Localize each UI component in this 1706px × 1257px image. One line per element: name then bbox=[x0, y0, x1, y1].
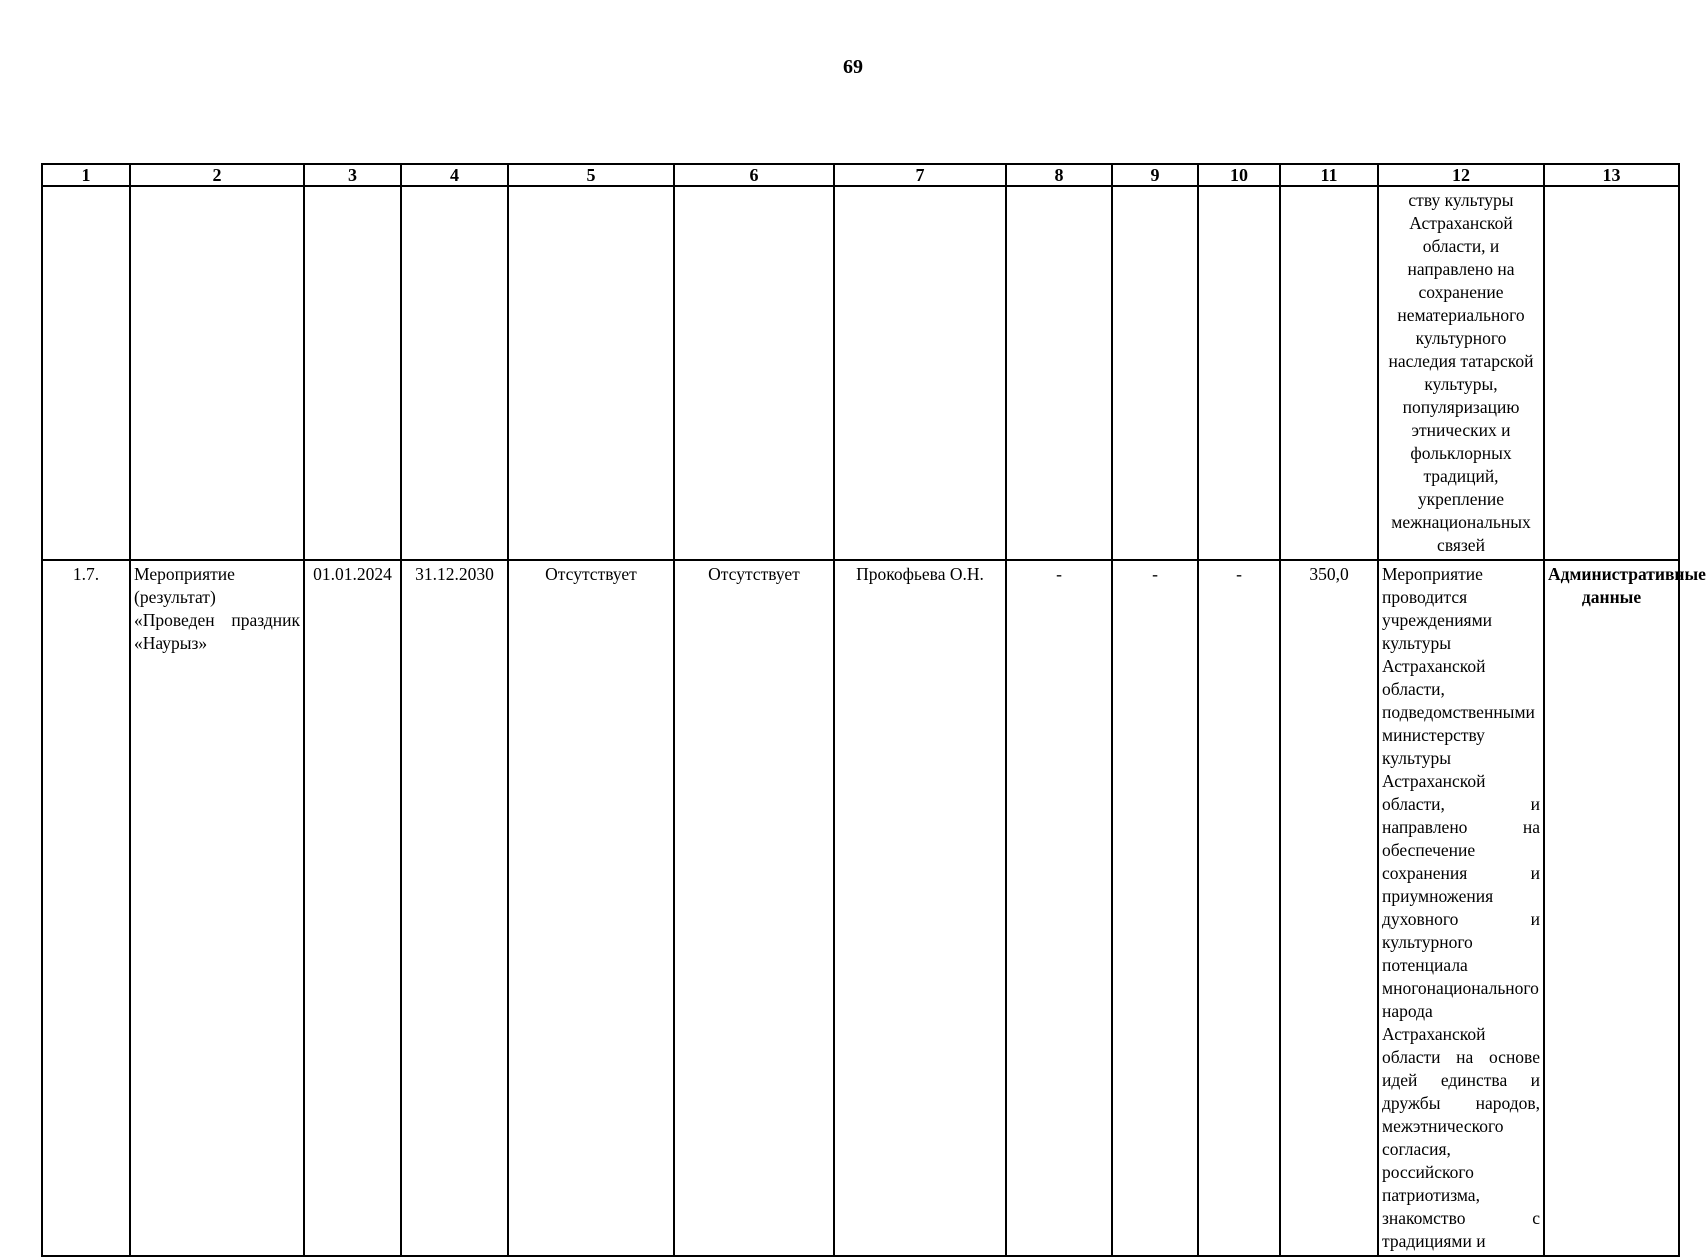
col9-cell: - bbox=[1112, 560, 1198, 1256]
col8-cell: - bbox=[1006, 560, 1112, 1256]
amount-cell: 350,0 bbox=[1280, 560, 1378, 1256]
header-cell-2: 2 bbox=[130, 164, 304, 186]
page-number: 69 bbox=[843, 56, 863, 78]
end-date-cell: 31.12.2030 bbox=[401, 560, 508, 1256]
cell-empty bbox=[401, 186, 508, 560]
header-cell-8: 8 bbox=[1006, 164, 1112, 186]
header-cell-5: 5 bbox=[508, 164, 674, 186]
table-row bbox=[42, 560, 1679, 1256]
header-cell-12: 12 bbox=[1378, 164, 1544, 186]
table-header-row bbox=[42, 164, 1679, 186]
responsible-cell: Прокофьева О.Н. bbox=[834, 560, 1006, 1256]
cell-empty bbox=[1280, 186, 1378, 560]
col6-cell: Отсутствует bbox=[674, 560, 834, 1256]
header-cell-9: 9 bbox=[1112, 164, 1198, 186]
cell-empty bbox=[304, 186, 401, 560]
cell-empty bbox=[674, 186, 834, 560]
header-cell-1: 1 bbox=[42, 164, 130, 186]
cell-empty bbox=[1006, 186, 1112, 560]
row-number-cell: 1.7. bbox=[42, 560, 130, 1256]
cell-empty bbox=[834, 186, 1006, 560]
header-cell-4: 4 bbox=[401, 164, 508, 186]
event-name-cell: Мероприятие (результат) «Проведен праздник «Наурыз» bbox=[130, 560, 304, 1256]
header-cell-13: 13 bbox=[1544, 164, 1679, 186]
header-cell-3: 3 bbox=[304, 164, 401, 186]
col5-cell: Отсутствует bbox=[508, 560, 674, 1256]
header-cell-10: 10 bbox=[1198, 164, 1280, 186]
header-cell-11: 11 bbox=[1280, 164, 1378, 186]
start-date-cell: 01.01.2024 bbox=[304, 560, 401, 1256]
cell-empty bbox=[1544, 186, 1679, 560]
header-cell-7: 7 bbox=[834, 164, 1006, 186]
col10-cell: - bbox=[1198, 560, 1280, 1256]
cell-empty bbox=[1198, 186, 1280, 560]
cell-empty bbox=[508, 186, 674, 560]
source-cell: Административные данные bbox=[1544, 560, 1679, 1256]
header-cell-6: 6 bbox=[674, 164, 834, 186]
description-cell: Мероприятие проводится учреждениями культуры Астраханской области, подведомственными министерству культуры Астраханской области, и направлено на обеспечение сохранения и приумножения духовного и культурного потенциала многонационального народа Астраханской области на основе идей единства и дружбы народов, межэтнического согласия, российского патриотизма, знакомство с традициями и bbox=[1378, 560, 1544, 1256]
table-row-continued bbox=[42, 186, 1679, 560]
cell-empty bbox=[1112, 186, 1198, 560]
document-table bbox=[41, 163, 1706, 1257]
continued-description-cell: ству культуры Астраханской области, и направлено на сохранение нематериального культурного наследия татарской культуры, популяризацию этнических и фольклорных традиций, укрепление межнациональных связей bbox=[1378, 186, 1544, 560]
cell-empty bbox=[42, 186, 130, 560]
cell-empty bbox=[130, 186, 304, 560]
